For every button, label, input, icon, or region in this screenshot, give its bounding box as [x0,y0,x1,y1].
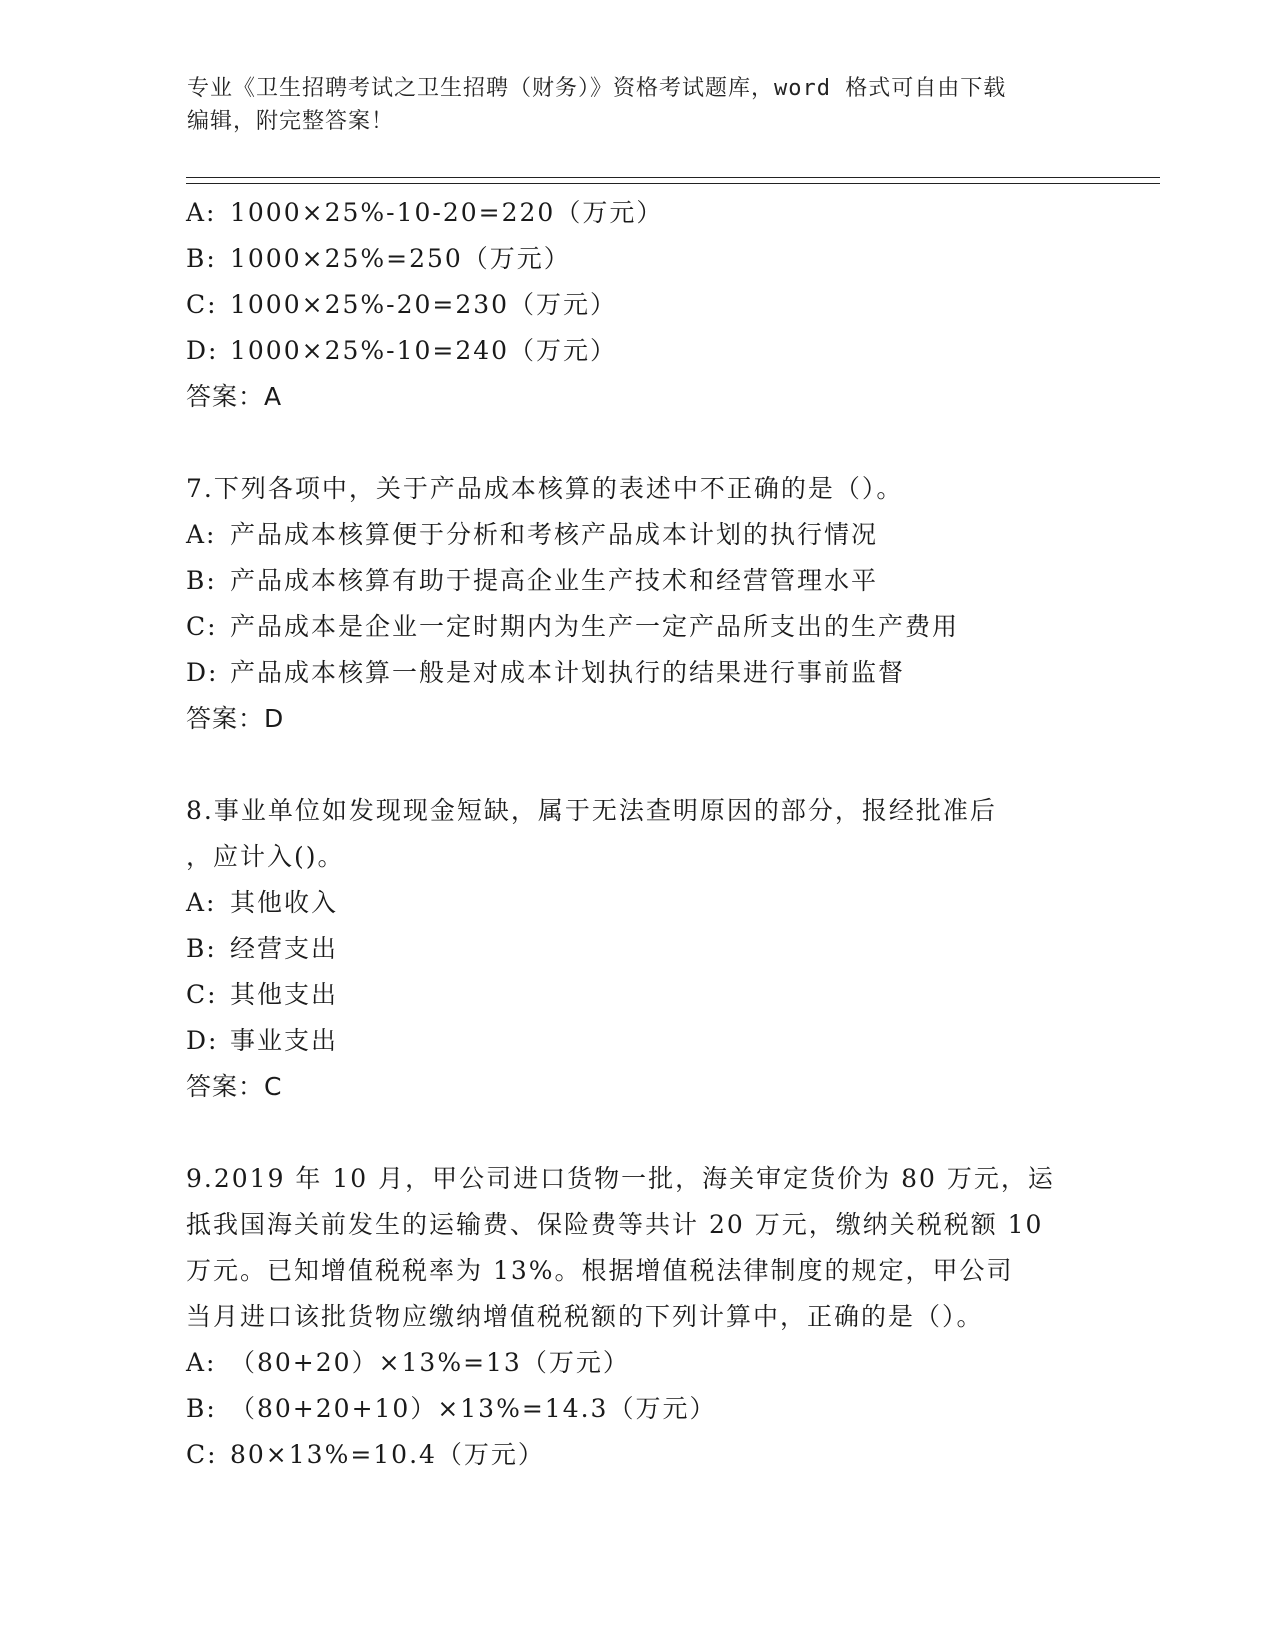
question-stem-cont: ，应计入()。 [186,842,345,871]
option-b: B: 经营支出 [186,934,339,963]
option-b: B: （80+20+10）×13%=14.3（万元） [186,1394,717,1423]
header-line-1: 专业《卫生招聘考试之卫生招聘（财务）》资格考试题库，word 格式可自由下载 [187,76,1007,101]
option-b: B: 1000×25%=250（万元） [186,244,571,273]
option-d: D: 1000×25%-10=240（万元） [186,336,618,365]
question-stem-cont: 当月进口该批货物应缴纳增值税税额的下列计算中，正确的是（）。 [186,1302,984,1331]
option-a: A: 1000×25%-10-20=220（万元） [186,198,664,227]
option-c: C: 1000×25%-20=230（万元） [186,290,618,319]
question-7 [186,466,1086,742]
question-stem-cont: 万元。已知增值税税率为 13%。根据增值税法律制度的规定，甲公司 [186,1256,1014,1285]
answer: 答案：C [186,1072,283,1101]
header-line-2: 编辑，附完整答案！ [187,109,395,134]
option-a: A: （80+20）×13%=13（万元） [186,1348,630,1377]
header-divider-top [186,177,1160,178]
answer: 答案：A [186,382,283,411]
option-c: C: 其他支出 [186,980,339,1009]
question-stem: 8.事业单位如发现现金短缺，属于无法查明原因的部分，报经批准后 [186,796,997,825]
document-header [187,72,1087,138]
option-a: A: 其他收入 [186,888,339,917]
option-b: B: 产品成本核算有助于提高企业生产技术和经营管理水平 [186,566,879,595]
option-d: D: 产品成本核算一般是对成本计划执行的结果进行事前监督 [186,658,906,687]
question-stem: 9.2019 年 10 月，甲公司进口货物一批，海关审定货价为 80 万元，运 [186,1164,1055,1193]
question-9 [186,1156,1086,1478]
option-c: C: 产品成本是企业一定时期内为生产一定产品所支出的生产费用 [186,612,960,641]
option-c: C: 80×13%=10.4（万元） [186,1440,545,1469]
option-a: A: 产品成本核算便于分析和考核产品成本计划的执行情况 [186,520,879,549]
question-8 [186,788,1086,1110]
header-divider-bottom [186,183,1160,184]
document-body [186,190,1086,1478]
answer: 答案：D [186,704,285,733]
question-6 [186,190,1086,420]
question-stem: 7.下列各项中，关于产品成本核算的表述中不正确的是（）。 [186,474,904,503]
question-stem-cont: 抵我国海关前发生的运输费、保险费等共计 20 万元，缴纳关税税额 10 [186,1210,1044,1239]
option-d: D: 事业支出 [186,1026,339,1055]
